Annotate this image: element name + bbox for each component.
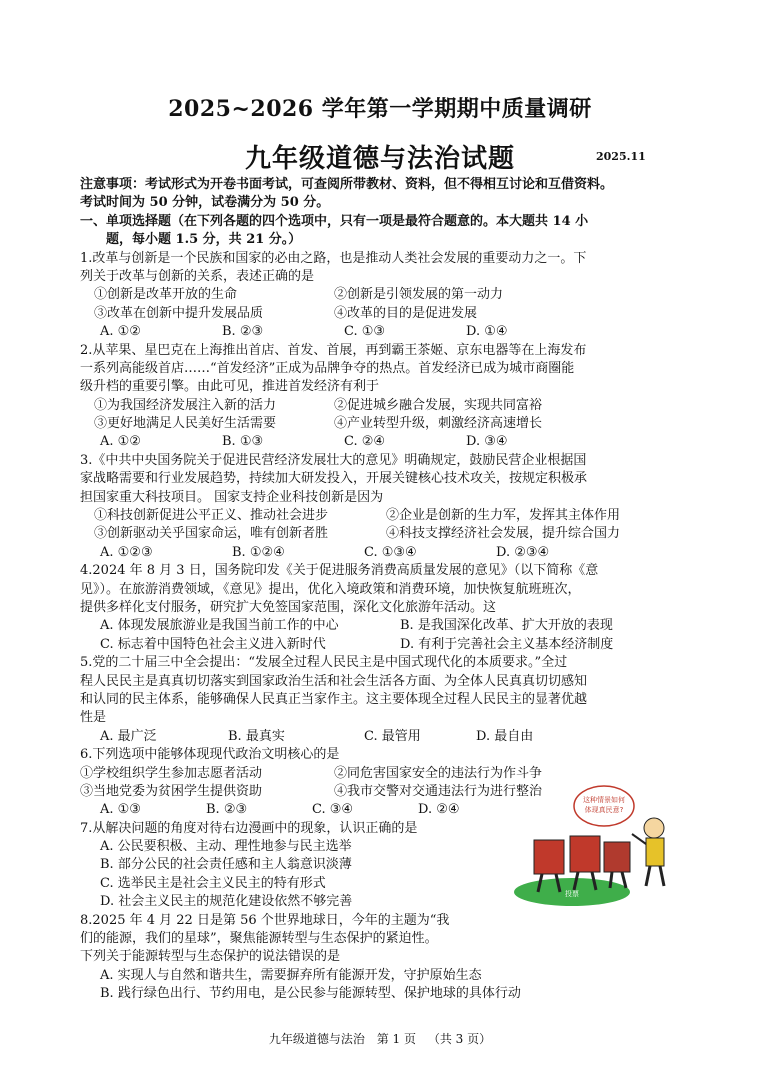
option-b: B. ①②④: [232, 544, 285, 560]
question-1-statements: [80, 286, 692, 304]
question-4-stem: 4.2024 年 8 月 3 日，国务院印发《关于促进服务消费高质量发展的意见》（以下简称《意: [80, 563, 599, 579]
exam-date: 2025.11: [596, 150, 646, 163]
question-4-options: [80, 617, 692, 635]
question-2-statements: [80, 397, 692, 415]
statement: ②企业是创新的生力军，发挥其主体作用: [386, 508, 621, 524]
option-d: D. ③④: [466, 434, 508, 450]
option-a: A. 最广泛: [100, 728, 157, 744]
statement: ③创新驱动关乎国家命运，唯有创新者胜: [94, 526, 329, 542]
statement: ④改革的目的是促进发展: [334, 305, 478, 321]
question-7-stem: 7.从解决问题的角度对待右边漫画中的现象，认识正确的是: [80, 820, 418, 836]
option-a: A. 公民要积极、主动、理性地参与民主选举: [100, 839, 352, 855]
ballot-box-icon: [534, 840, 564, 874]
option-c: C. 最管用: [364, 728, 421, 744]
statement: ②同危害国家安全的违法行为作斗争: [334, 765, 543, 781]
question-5-stem: 性是: [80, 710, 107, 726]
option-d: D. ①④: [466, 324, 508, 340]
statement: ③更好地满足人民美好生活需要: [94, 416, 277, 432]
question-4-stem: 见》）。在旅游消费领域，《意见》提出，优化入境政策和消费环境，加快恢复航班班次，: [80, 581, 581, 597]
option-d: D. 最自由: [476, 728, 534, 744]
page-footer: [0, 1030, 760, 1047]
question-1-stem: 列关于改革与创新的关系，表述正确的是: [80, 268, 315, 284]
question-3-stem: 家战略需要和行业发展趋势，持续加大研发投入，开展关键核心技术攻关，按规定积极承: [80, 471, 588, 487]
option-a: A. ①②③: [100, 544, 153, 560]
question-5-stem: 程人民民主是真真切切落实到国家政治生活和社会生活各方面、为全体人民真真切切感知: [80, 673, 588, 689]
question-5-options: [80, 728, 692, 746]
section-heading: 一、单项选择题（在下列各题的四个选项中，只有一项是最符合题意的。本大题共 14 小: [80, 213, 589, 229]
question-3-stem: 3.《中共中央国务院关于促进民营经济发展壮大的意见》明确规定，鼓励民营企业根据国: [80, 452, 587, 468]
exam-title: 2025~2026 学年第一学期期中质量调研: [168, 96, 592, 122]
footer-page: 第 1 页: [376, 1032, 416, 1046]
question-2-stem: 一系列高能级首店……“首发经济”正成为品牌争夺的热点。首发经济已成为城市商圈能: [80, 360, 575, 376]
person-body-icon: [646, 838, 664, 866]
option-a: A. 实现人与自然和谐共生，需要摒弃所有能源开发，守护原始生态: [100, 967, 482, 983]
notice-line: 注意事项：考试形式为开卷书面考试，可查阅所带教材、资料，但不得相互讨论和互借资料。: [80, 177, 614, 192]
question-6-stem: 6.下列选项中能够体现现代政治文明核心的是: [80, 747, 340, 763]
notice-line: 考试时间为 50 分钟，试卷满分为 50 分。: [80, 195, 330, 211]
question-1-options: [80, 323, 692, 341]
question-3-statements: [80, 525, 692, 543]
ballot-box-icon: [604, 842, 630, 872]
option-c: C. ①③④: [364, 544, 417, 560]
option-d: D. 社会主义民主的规范化建设依然不够完善: [100, 894, 353, 910]
statement: ①学校组织学生参加志愿者活动: [80, 765, 263, 781]
question-8-stem: 下列关于能源转型与生态保护的说法错误的是: [80, 949, 341, 965]
bubble-text: 这种情景如何: [583, 796, 625, 804]
option-c: C. 标志着中国特色社会主义进入新时代: [100, 636, 326, 652]
person-head-icon: [644, 818, 664, 838]
statement: ③改革在创新中提升发展品质: [94, 305, 264, 321]
option-b: B. 践行绿色出行、节约用电，是公民参与能源转型、保护地球的具体行动: [100, 986, 521, 1002]
footer-subject: 九年级道德与法治: [268, 1032, 365, 1046]
question-5-stem: 和认同的民主体系，能够确保人民真正当家作主。这主要体现全过程人民民主的显著优越: [80, 691, 588, 707]
question-1-stem: 1.改革与创新是一个民族和国家的必由之路，也是推动人类社会发展的重要动力之一。下: [80, 250, 587, 266]
option-b: B. 是我国深化改革、扩大开放的表现: [400, 618, 613, 634]
option-d: D. 有利于完善社会主义基本经济制度: [400, 636, 614, 652]
section-heading: 题，每小题 1.5 分，共 21 分。）: [106, 232, 302, 248]
option-c: C. 选举民主是社会主义民主的特有形式: [100, 875, 326, 891]
option-d: D. ②③④: [496, 544, 550, 560]
option-b: B. ①③: [222, 434, 264, 450]
question-3-options: [80, 544, 692, 562]
question-2-statements: [80, 415, 692, 433]
question-4-options: [80, 636, 692, 654]
statement: ②促进城乡融合发展，实现共同富裕: [334, 397, 543, 413]
option-c: C. ③④: [312, 802, 354, 818]
statement: ④产业转型升级，刺激经济高速增长: [334, 416, 543, 432]
statement: ①科技创新促进公平正义、推动社会进步: [94, 508, 329, 524]
cartoon-illustration: [512, 780, 682, 910]
option-d: D. ②④: [418, 802, 460, 818]
question-4-stem: 提供多样化支付服务，研究扩大免签国家范围，深化文化旅游年活动。这: [80, 599, 497, 615]
option-a: A. ①②: [100, 324, 141, 340]
bubble-text: 体现真民意?: [584, 806, 624, 814]
statement: ①为我国经济发展注入新的活力: [94, 397, 277, 413]
box-label: 投票: [565, 890, 579, 898]
footer-total: （共 3 页）: [427, 1032, 492, 1046]
question-3-statements: [80, 507, 692, 525]
option-a: A. ①③: [100, 802, 141, 818]
option-b: B. 最真实: [228, 728, 285, 744]
exam-subtitle: 九年级道德与法治试题: [244, 144, 515, 174]
ballot-box-icon: [570, 836, 600, 872]
question-8-stem: 8.2025 年 4 月 22 日是第 56 个世界地球日，今年的主题为“我: [80, 912, 450, 928]
statement: ①创新是改革开放的生命: [94, 287, 238, 303]
option-b: B. ②③: [222, 324, 264, 340]
question-8-stem: 们的能源，我们的星球”，聚焦能源转型与生态保护的紧迫性。: [80, 931, 438, 947]
statement: ②创新是引领发展的第一动力: [334, 287, 504, 303]
option-a: A. ①②: [100, 434, 141, 450]
question-2-stem: 级升档的重要引擎。由此可见，推进首发经济有利于: [80, 379, 380, 395]
option-c: C. ①③: [344, 324, 386, 340]
option-a: A. 体现发展旅游业是我国当前工作的中心: [100, 618, 339, 634]
statement: ③当地党委为贫困学生提供资助: [80, 783, 263, 799]
option-c: C. ②④: [344, 434, 386, 450]
question-2-options: [80, 433, 692, 451]
question-3-stem: 担国家重大科技项目。 国家支持企业科技创新是因为: [80, 489, 384, 505]
statement: ④我市交警对交通违法行为进行整治: [334, 783, 543, 799]
question-1-statements: [80, 305, 692, 323]
statement: ④科技支撑经济社会发展，提升综合国力: [386, 526, 621, 542]
option-b: B. ②③: [206, 802, 248, 818]
option-b: B. 部分公民的社会责任感和主人翁意识淡薄: [100, 857, 352, 873]
question-2-stem: 2.从苹果、星巴克在上海推出首店、首发、首展，再到霸王茶姬、京东电器等在上海发布: [80, 342, 587, 358]
question-5-stem: 5.党的二十届三中全会提出：“发展全过程人民民主是中国式现代化的本质要求。”全过: [80, 655, 568, 671]
